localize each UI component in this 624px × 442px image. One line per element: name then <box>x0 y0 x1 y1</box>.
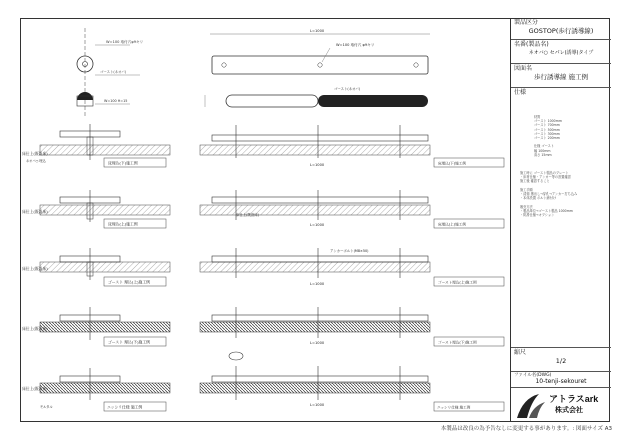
svg-text:床仕上(既設床): 床仕上(既設床) <box>22 151 48 156</box>
spec-label: 仕様 <box>514 89 527 96</box>
left-detail-top <box>77 28 143 118</box>
svg-text:床埋込(下)施工例: 床埋込(下)施工例 <box>438 161 466 166</box>
section-label-4: ゴースト 埋込(下)施工例 <box>108 339 150 345</box>
svg-text:ニッシリ仕様 施工例: ニッシリ仕様 施工例 <box>437 405 471 410</box>
svg-text:床仕上(既設床): 床仕上(既設床) <box>22 386 48 391</box>
length-1: L=1000 <box>310 163 325 167</box>
long-section-4 <box>200 307 504 346</box>
plan-view <box>210 29 430 74</box>
anchor-note: アンカーボルト(M8×50) <box>330 249 369 253</box>
footer-note: 本製品は改良の為予告なしに変更する事があります。: 図面サイズ A3 <box>440 426 612 432</box>
name-value: ネオバ○ セパレ(誘導)タイプ <box>528 50 594 56</box>
file-value: 10-tenji-sekouret <box>535 378 587 385</box>
plan-length: L=1000 <box>310 29 325 33</box>
length-3: L=1000 <box>310 282 325 286</box>
spec-cell <box>511 88 611 348</box>
svg-text:ネオバ○ 埋込: ネオバ○ 埋込 <box>26 159 46 163</box>
logo-text: アトラスark <box>549 394 599 404</box>
svg-text:床仕上(既設床): 床仕上(既設床) <box>22 209 48 214</box>
svg-text:床仕上(既設床): 床仕上(既設床) <box>22 266 48 271</box>
file-label: ファイル名(DWG) <box>514 373 552 378</box>
svg-text:床仕上(既設床): 床仕上(既設床) <box>22 326 48 331</box>
drawing-value: 歩行誘導線 施工例 <box>533 73 589 81</box>
title-block <box>510 18 610 422</box>
notes-text: 施工時に ゴースト製品のプレート ・床材仕様・アンカー等の設置確認 施工後 確認すること 施工手順 ・清掃 墨出し→穿孔→アンカー打ち込み ・本体設置 ボルト締付け 販売方法 ・製品単位→ゴースト製品 1000mm ・防滑仕様→オプション <box>520 171 578 218</box>
logo-sub: 株式会社 <box>555 407 583 414</box>
svg-text:床埋込(上)施工例: 床埋込(上)施工例 <box>438 222 466 227</box>
name-cell <box>511 40 611 64</box>
svg-text:ゴースト(ネオバ): ゴースト(ネオバ) <box>100 70 127 74</box>
left-section-1 <box>22 124 170 167</box>
svg-text:W=100 H=15: W=100 H=15 <box>104 99 128 103</box>
long-section-2 <box>200 190 504 228</box>
plan-note: W=100 取付穴 φ9キリ <box>336 43 375 47</box>
logo-mark-icon <box>513 388 549 422</box>
category-label: 製品区分 <box>514 19 539 26</box>
section-label-5: ニッシリ仕様 施工例 <box>107 404 143 410</box>
left-section-2 <box>22 190 170 228</box>
name-label: 名番(製品名) <box>514 41 549 48</box>
scale-cell <box>511 348 611 372</box>
length-4: L=1000 <box>310 341 325 345</box>
length-5: L=1000 <box>310 403 325 407</box>
length-2: L=1000 <box>310 223 325 227</box>
drawing-cell <box>511 64 611 88</box>
file-cell <box>511 372 611 388</box>
long-section-1 <box>200 125 504 167</box>
left-section-4 <box>22 307 170 346</box>
svg-text:ゴースト埋込(上)施工例: ゴースト埋込(上)施工例 <box>438 280 477 285</box>
elevation-view <box>205 86 428 107</box>
long-section-3 <box>200 248 504 286</box>
svg-text:ゴースト(ネオバ): ゴースト(ネオバ) <box>334 87 361 91</box>
left-section-3 <box>22 248 170 286</box>
company-logo <box>511 388 611 422</box>
svg-text:W=100 取付穴φ9キリ: W=100 取付穴φ9キリ <box>106 40 144 44</box>
floor-label: 床仕上(既設床) <box>236 213 259 217</box>
svg-text:ゴースト埋込(下)施工例: ゴースト埋込(下)施工例 <box>438 340 477 345</box>
category-value: GOSTOP(歩行誘導線) <box>528 27 594 35</box>
section-label-3: ゴースト 埋込(上)施工例 <box>108 279 150 285</box>
section-label-1: 床埋込(下)施工例 <box>108 160 138 166</box>
drawing-label: 図面名 <box>514 65 533 72</box>
section-label-2: 床埋込(上)施工例 <box>108 221 138 227</box>
mortar-label: モルタル <box>40 405 53 409</box>
scale-label: 縮尺 <box>514 349 527 356</box>
category-cell <box>511 18 611 40</box>
left-section-5 <box>22 368 170 411</box>
long-section-5 <box>200 352 504 411</box>
spec-text: 材質 ゴースト 1000mm ゴースト 700mm ゴースト 500mm ゴースト 300mm ゴースト 200mm 仕様 ゴースト 幅 100mm 高さ 15mm <box>534 115 562 157</box>
scale-value: 1/2 <box>555 357 567 365</box>
